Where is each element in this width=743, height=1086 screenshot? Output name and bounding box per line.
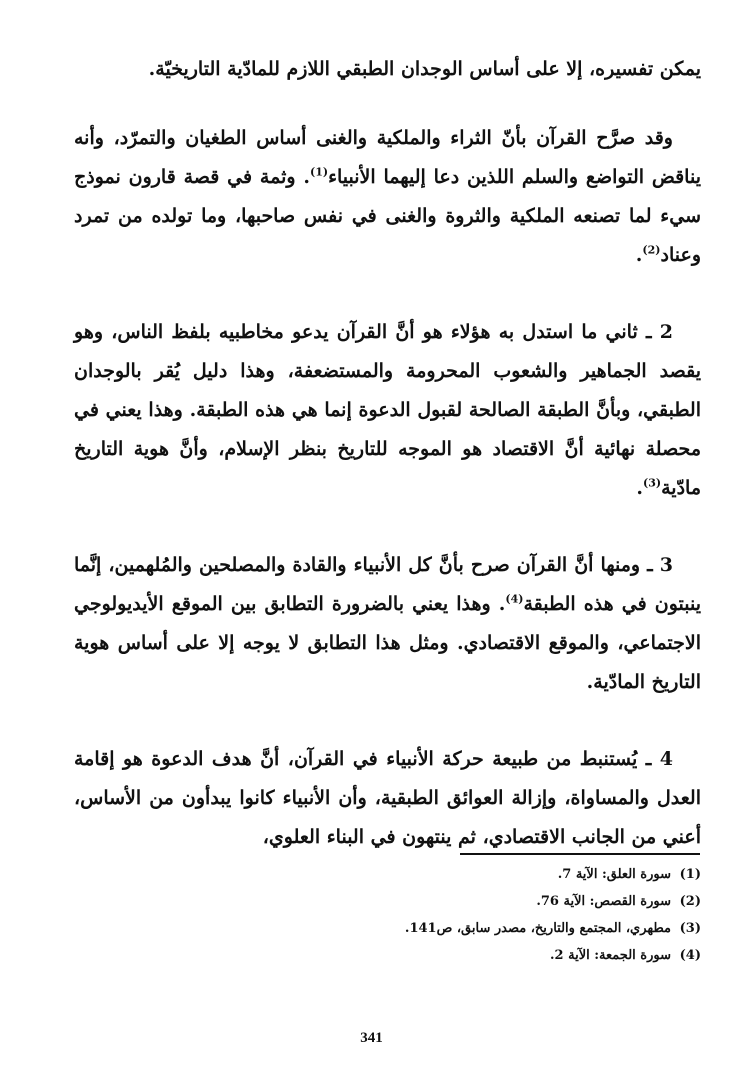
paragraph-text: . xyxy=(636,477,643,499)
paragraph-text: . xyxy=(635,244,643,266)
footnote-number: (2) xyxy=(679,894,701,909)
paragraph-text: . وهذا يعني بالضرورة التطابق بين الموقع الأيديولوجي الاجتماعي، والموقع الاقتصادي. ومثل هذا التطابق لا يوجه إلا على أساس هوية التاريخ المادّية. xyxy=(74,593,701,693)
paragraph-text: 4 ـ يُستنبط من طبيعة حركة الأنبياء في القرآن، أنَّ هدف الدعوة هو إقامة العدل والمساواة، وإزالة العوائق الطبقية، وأن الأنبياء كانوا يبدأون من الأساس، أعني من الجانب الاقتصادي، ثم ينتهون في البناء العلوي، xyxy=(74,748,701,848)
paragraph-point-4 xyxy=(74,740,701,857)
footnote-ref-2[interactable]: (2) xyxy=(642,243,661,257)
page-number: 341 xyxy=(360,1030,383,1046)
paragraph-wealth-tyranny xyxy=(74,119,701,275)
footnote-number: (1) xyxy=(679,867,701,882)
paragraph-text: 2 ـ ثاني ما استدل به هؤلاء هو أنَّ القرآن يدعو مخاطبيه بلفظ الناس، وهو يقصد الجماهير والشعوب المحرومة والمستضعفة، وهذا دليل يُقر بالوجدان الطبقي، وبأنَّ الطبقة الصالحة لقبول الدعوة إنما هي هذه الطبقة. وهذا يعني في محصلة نهائية أنَّ الاقتصاد هو الموجه للتاريخ بنظر الإسلام، وأنَّ هوية التاريخ مادّية xyxy=(74,321,701,499)
footnote-text: سورة الجمعة: الآية 2. xyxy=(550,948,671,963)
paragraph-text: . وثمة في قصة قارون نموذج سيء لما تصنعه الملكية والثروة والغنى في نفس صاحبها، وما تولده من تمرد وعناد xyxy=(74,166,701,266)
paragraph-point-3 xyxy=(74,546,701,702)
footnote-text: سورة القصص: الآية 76. xyxy=(536,894,671,909)
footnote-number: (3) xyxy=(679,921,701,936)
paragraph-text: 3 ـ ومنها أنَّ القرآن صرح بأنَّ كل الأنبياء والقادة والمصلحين والمُلهمين، إنَّما ينبتون في هذه الطبقة xyxy=(74,554,702,615)
footnote-number: (4) xyxy=(679,948,701,963)
footnotes xyxy=(74,862,701,970)
footnote-item xyxy=(74,943,701,969)
footnote-ref-3[interactable]: (3) xyxy=(643,476,662,490)
paragraph-point-2 xyxy=(74,313,701,508)
footnote-item xyxy=(74,889,701,915)
footnote-ref-1[interactable]: (1) xyxy=(309,165,329,179)
paragraph-text: وقد صرَّح القرآن بأنّ الثراء والملكية والغنى أساس الطغيان والتمرّد، وأنه يناقض التواضع والسلم اللذين دعا إليهما الأنبياء xyxy=(74,127,701,188)
footnote-text: سورة العلق: الآية 7. xyxy=(557,867,671,882)
paragraph-continuation xyxy=(74,50,701,89)
footnote-text: مطهري، المجتمع والتاريخ، مصدر سابق، ص141. xyxy=(404,921,671,936)
paragraph-text: يمكن تفسيره، إلا على أساس الوجدان الطبقي اللازم للمادّية التاريخيّة. xyxy=(148,58,701,80)
main-text xyxy=(74,50,701,895)
footnote-ref-4[interactable]: (4) xyxy=(505,592,524,606)
footnote-item xyxy=(74,916,701,942)
footnote-item xyxy=(74,862,701,888)
footnote-separator xyxy=(460,853,700,855)
